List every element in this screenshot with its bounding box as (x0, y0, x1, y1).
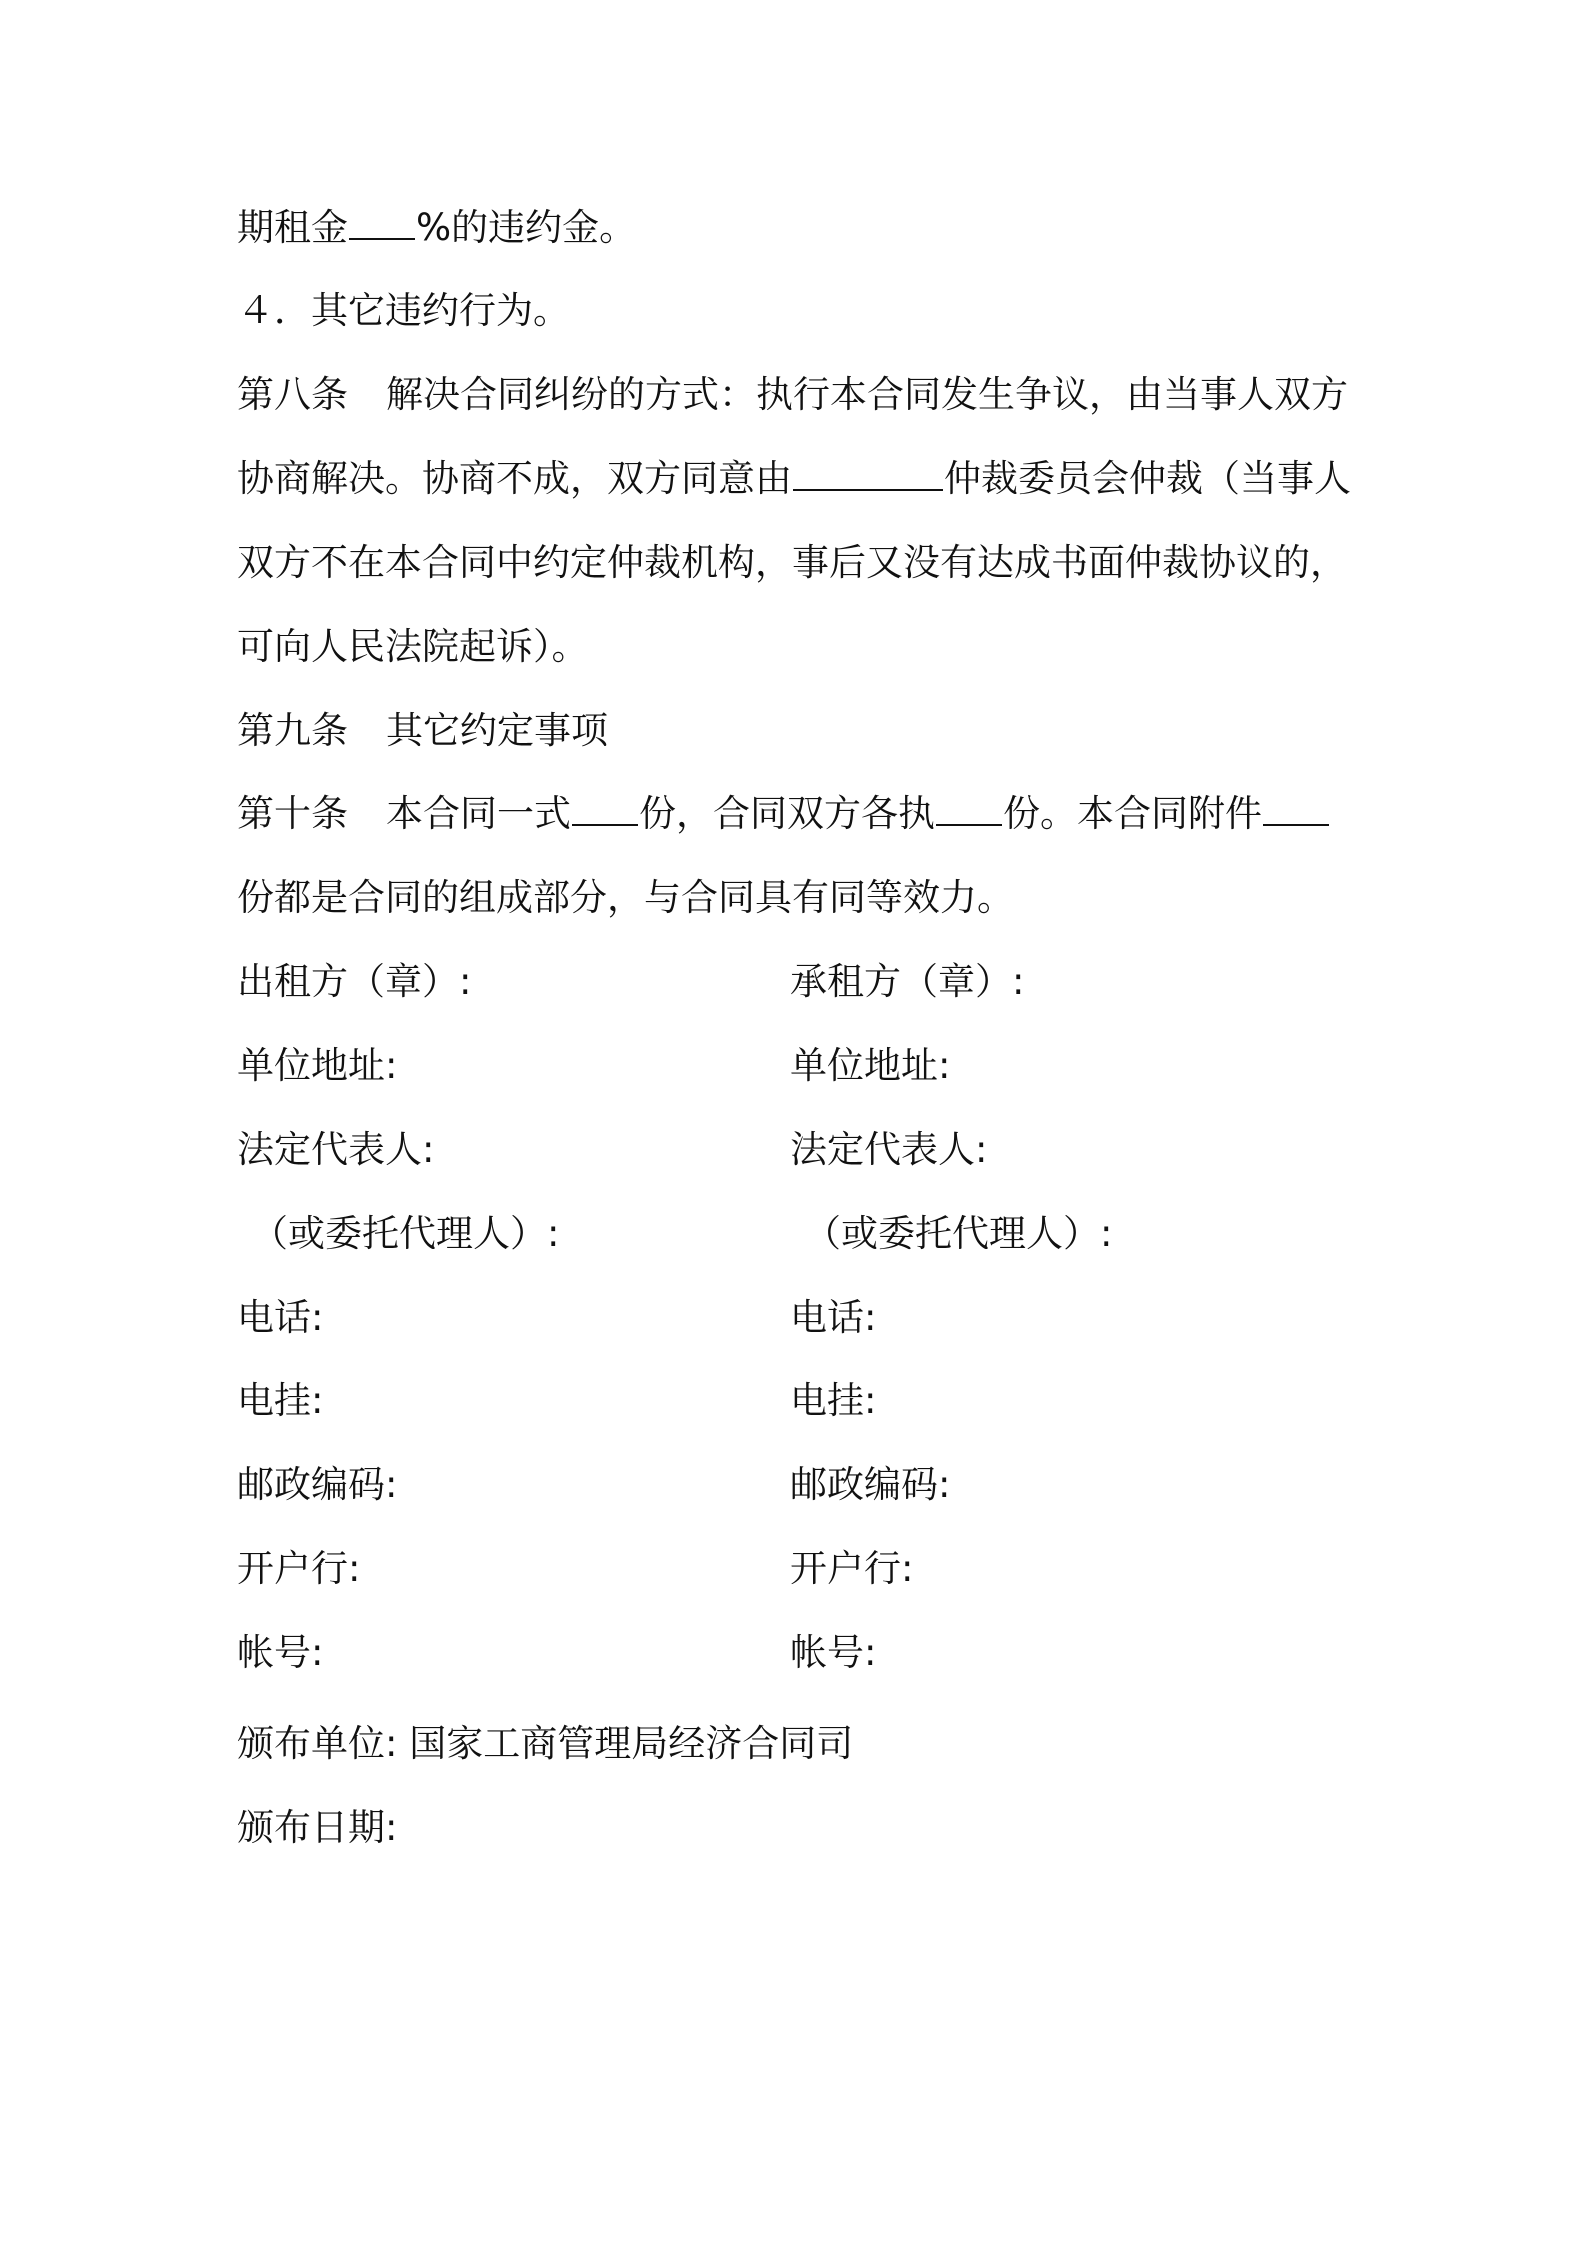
lessee-phone: 电话: (790, 1296, 877, 1339)
article-8-text-2a: 协商解决。协商不成，双方同意由 (237, 457, 792, 500)
lessee-telegraph: 电挂: (790, 1379, 877, 1422)
article-8-heading: 第八条 (237, 373, 348, 416)
lessee-address: 单位地址: (790, 1044, 951, 1087)
article-8-text-1: 解决合同纠纷的方式：执行本合同发生争议，由当事人双方 (386, 373, 1348, 416)
lessor-address: 单位地址: (237, 1044, 398, 1087)
article-8-line-1 (237, 373, 1348, 417)
lessee-agent: （或委托代理人）: (804, 1212, 1113, 1255)
other-breach-text: ４．其它违约行为。 (237, 289, 570, 332)
lessor-agent: （或委托代理人）: (251, 1212, 560, 1255)
article-10-text-c: 份。本合同附件 (1003, 792, 1262, 835)
article-9-text: 其它约定事项 (386, 709, 608, 752)
article-10-text-2: 份都是合同的组成部分，与合同具有同等效力。 (237, 876, 1014, 919)
article-10-heading: 第十条 (237, 792, 348, 835)
article-10-text-a: 本合同一式 (386, 792, 571, 835)
article-8-line-2 (237, 457, 1351, 501)
lessor-telegraph: 电挂: (237, 1379, 324, 1422)
lessor-bank: 开户行: (237, 1547, 361, 1590)
penalty-line (237, 206, 636, 250)
lessor-legal-rep: 法定代表人: (237, 1128, 435, 1171)
article-8-line-4 (237, 625, 589, 669)
copies-each-blank (936, 794, 1002, 826)
lessor-phone: 电话: (237, 1296, 324, 1339)
lessee-bank: 开户行: (790, 1547, 914, 1590)
issuer-line: 颁布单位: 国家工商管理局经济合同司 (237, 1722, 854, 1765)
article-8-text-4: 可向人民法院起诉）。 (237, 625, 589, 668)
copies-total-blank (572, 794, 638, 826)
lessee-postcode: 邮政编码: (790, 1463, 951, 1506)
article-8-text-2b: 仲裁委员会仲裁（当事人 (944, 457, 1351, 500)
penalty-text-a: 期租金 (237, 206, 348, 249)
lessee-legal-rep: 法定代表人: (790, 1128, 988, 1171)
penalty-percent-blank (349, 208, 415, 240)
lessor-account: 帐号: (237, 1631, 324, 1674)
lessor-postcode: 邮政编码: (237, 1463, 398, 1506)
lessor-party: 出租方（章）: (237, 960, 472, 1003)
lessee-account: 帐号: (790, 1631, 877, 1674)
article-10-line-2 (237, 876, 1014, 920)
article-8-line-3 (237, 541, 1347, 585)
arbitration-committee-blank (793, 459, 943, 491)
other-breach-line (237, 289, 570, 333)
penalty-text-b: %的违约金。 (416, 206, 637, 249)
article-10-line-1 (237, 792, 1330, 836)
issue-date-line: 颁布日期: (237, 1806, 398, 1849)
attachment-copies-blank (1263, 794, 1329, 826)
article-10-text-b: 份，合同双方各执 (639, 792, 935, 835)
lessee-party: 承租方（章）: (790, 960, 1025, 1003)
article-9-line (237, 709, 608, 753)
article-8-text-3: 双方不在本合同中约定仲裁机构，事后又没有达成书面仲裁协议的， (237, 541, 1347, 584)
article-9-heading: 第九条 (237, 709, 348, 752)
